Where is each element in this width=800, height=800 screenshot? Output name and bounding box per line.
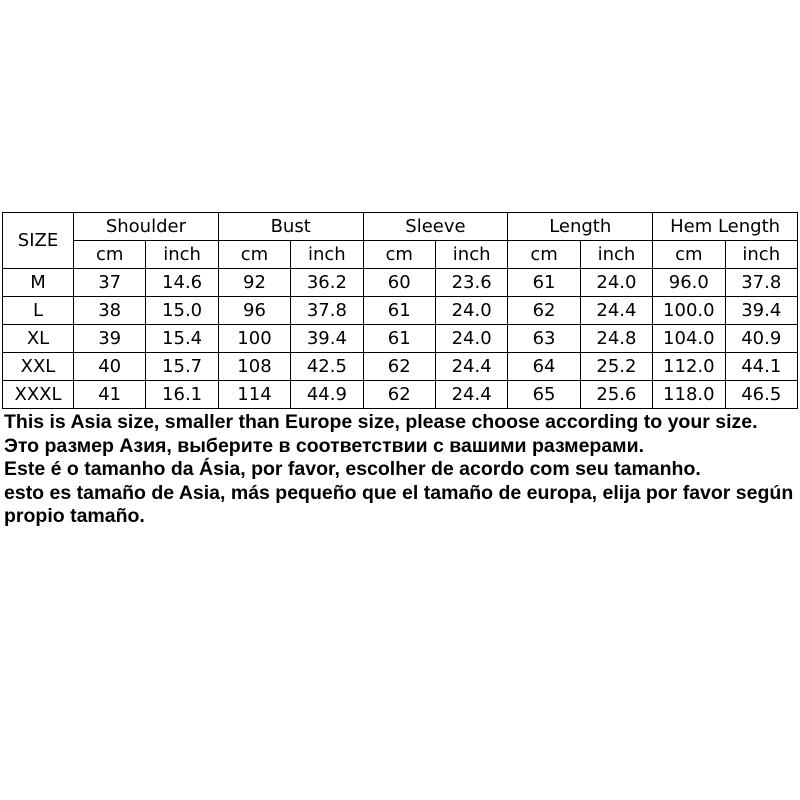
group-header-bust: Bust [218,213,363,241]
measurement-cell: 24.4 [435,353,507,381]
unit-header-inch: inch [725,241,797,269]
measurement-cell: 42.5 [291,353,363,381]
measurement-cell: 96 [218,297,290,325]
measurement-cell: 40 [74,353,146,381]
measurement-cell: 24.0 [435,325,507,353]
measurement-cell: 24.8 [580,325,652,353]
table-row [3,381,798,409]
measurement-cell: 16.1 [146,381,218,409]
size-cell: M [3,269,74,297]
measurement-cell: 36.2 [291,269,363,297]
size-cell: XXL [3,353,74,381]
measurement-cell: 37.8 [291,297,363,325]
size-cell: XL [3,325,74,353]
measurement-cell: 41 [74,381,146,409]
measurement-cell: 25.6 [580,381,652,409]
measurement-cell: 44.1 [725,353,797,381]
unit-header-cm: cm [363,241,435,269]
measurement-cell: 39 [74,325,146,353]
measurement-cell: 24.4 [435,381,507,409]
note-spanish: esto es tamaño de Asia, más pequeño que el tamaño de europa, elija por favor según propio tamaño. [4,481,794,527]
measurement-cell: 108 [218,353,290,381]
measurement-cell: 61 [508,269,580,297]
size-cell: L [3,297,74,325]
measurement-cell: 63 [508,325,580,353]
measurement-cell: 62 [363,353,435,381]
size-chart-table [2,212,798,409]
measurement-cell: 100 [218,325,290,353]
unit-header-cm: cm [74,241,146,269]
table-unit-row [3,241,798,269]
unit-header-cm: cm [508,241,580,269]
measurement-cell: 96.0 [653,269,725,297]
table-header-row [3,213,798,241]
unit-header-cm: cm [653,241,725,269]
measurement-cell: 15.7 [146,353,218,381]
measurement-cell: 39.4 [291,325,363,353]
measurement-cell: 61 [363,325,435,353]
measurement-cell: 24.4 [580,297,652,325]
group-header-sleeve: Sleeve [363,213,508,241]
measurement-cell: 62 [508,297,580,325]
measurement-cell: 40.9 [725,325,797,353]
size-column-header: SIZE [3,213,74,269]
group-header-shoulder: Shoulder [74,213,219,241]
measurement-cell: 37 [74,269,146,297]
measurement-cell: 15.4 [146,325,218,353]
measurement-cell: 37.8 [725,269,797,297]
unit-header-inch: inch [580,241,652,269]
table-row [3,353,798,381]
group-header-length: Length [508,213,653,241]
measurement-cell: 114 [218,381,290,409]
measurement-cell: 92 [218,269,290,297]
unit-header-inch: inch [435,241,507,269]
unit-header-inch: inch [146,241,218,269]
measurement-cell: 44.9 [291,381,363,409]
measurement-cell: 38 [74,297,146,325]
unit-header-inch: inch [291,241,363,269]
note-english: This is Asia size, smaller than Europe size, please choose according to your size. [4,411,758,433]
measurement-cell: 62 [363,381,435,409]
note-russian: Это размер Азия, выберите в соответствии с вашими размерами. [4,434,645,457]
size-notes [4,411,800,529]
measurement-cell: 46.5 [725,381,797,409]
measurement-cell: 25.2 [580,353,652,381]
measurement-cell: 24.0 [435,297,507,325]
measurement-cell: 39.4 [725,297,797,325]
unit-header-cm: cm [218,241,290,269]
table-row [3,269,798,297]
measurement-cell: 112.0 [653,353,725,381]
measurement-cell: 65 [508,381,580,409]
measurement-cell: 100.0 [653,297,725,325]
measurement-cell: 64 [508,353,580,381]
measurement-cell: 24.0 [580,269,652,297]
measurement-cell: 15.0 [146,297,218,325]
table-row [3,325,798,353]
note-portuguese: Este é o tamanho da Ásia, por favor, escolher de acordo com seu tamanho. [4,458,701,480]
measurement-cell: 118.0 [653,381,725,409]
measurement-cell: 23.6 [435,269,507,297]
measurement-cell: 60 [363,269,435,297]
size-cell: XXXL [3,381,74,409]
table-row [3,297,798,325]
measurement-cell: 14.6 [146,269,218,297]
measurement-cell: 61 [363,297,435,325]
group-header-hem-length: Hem Length [653,213,798,241]
measurement-cell: 104.0 [653,325,725,353]
